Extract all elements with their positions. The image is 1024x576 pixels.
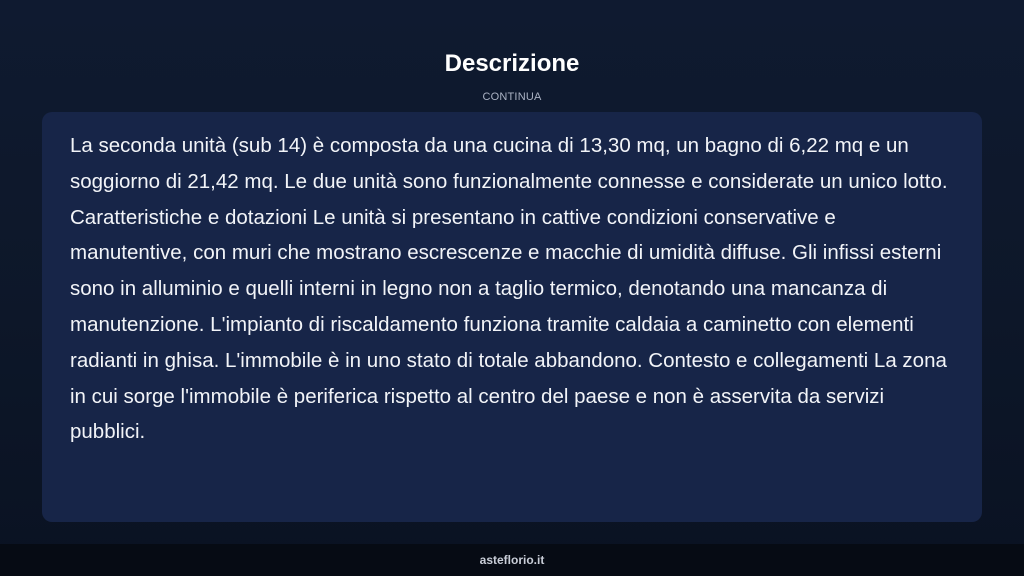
page-title: Descrizione [444, 50, 580, 77]
footer-site-name: asteflorio.it [479, 553, 545, 567]
footer [0, 544, 1024, 576]
description-text: La seconda unità (sub 14) è composta da una cucina di 13,30 mq, un bagno di 6,22 mq e un soggiorno di 21,42 mq. Le due unità sono funzionalmente connesse e considerate un unico lotto. Caratteristiche e dotazioni Le unità si presentano in cattive condizioni conservative e manutentive, con muri che mostrano escrescenze e macchie di umidità diffuse. Gli infissi esterni sono in alluminio e quelli interni in legno non a taglio termico, denotando una mancanza di manutenzione. L'impianto di riscaldamento funziona tramite caldaia a caminetto con elementi radianti in ghisa. L'immobile è in uno stato di totale abbandono. Contesto e collegamenti La zona in cui sorge l'immobile è periferica rispetto al centro del paese e non è asservita da servizi pubblici. [70, 134, 948, 444]
subtitle-continua: CONTINUA [482, 91, 542, 103]
description-card [42, 112, 982, 522]
